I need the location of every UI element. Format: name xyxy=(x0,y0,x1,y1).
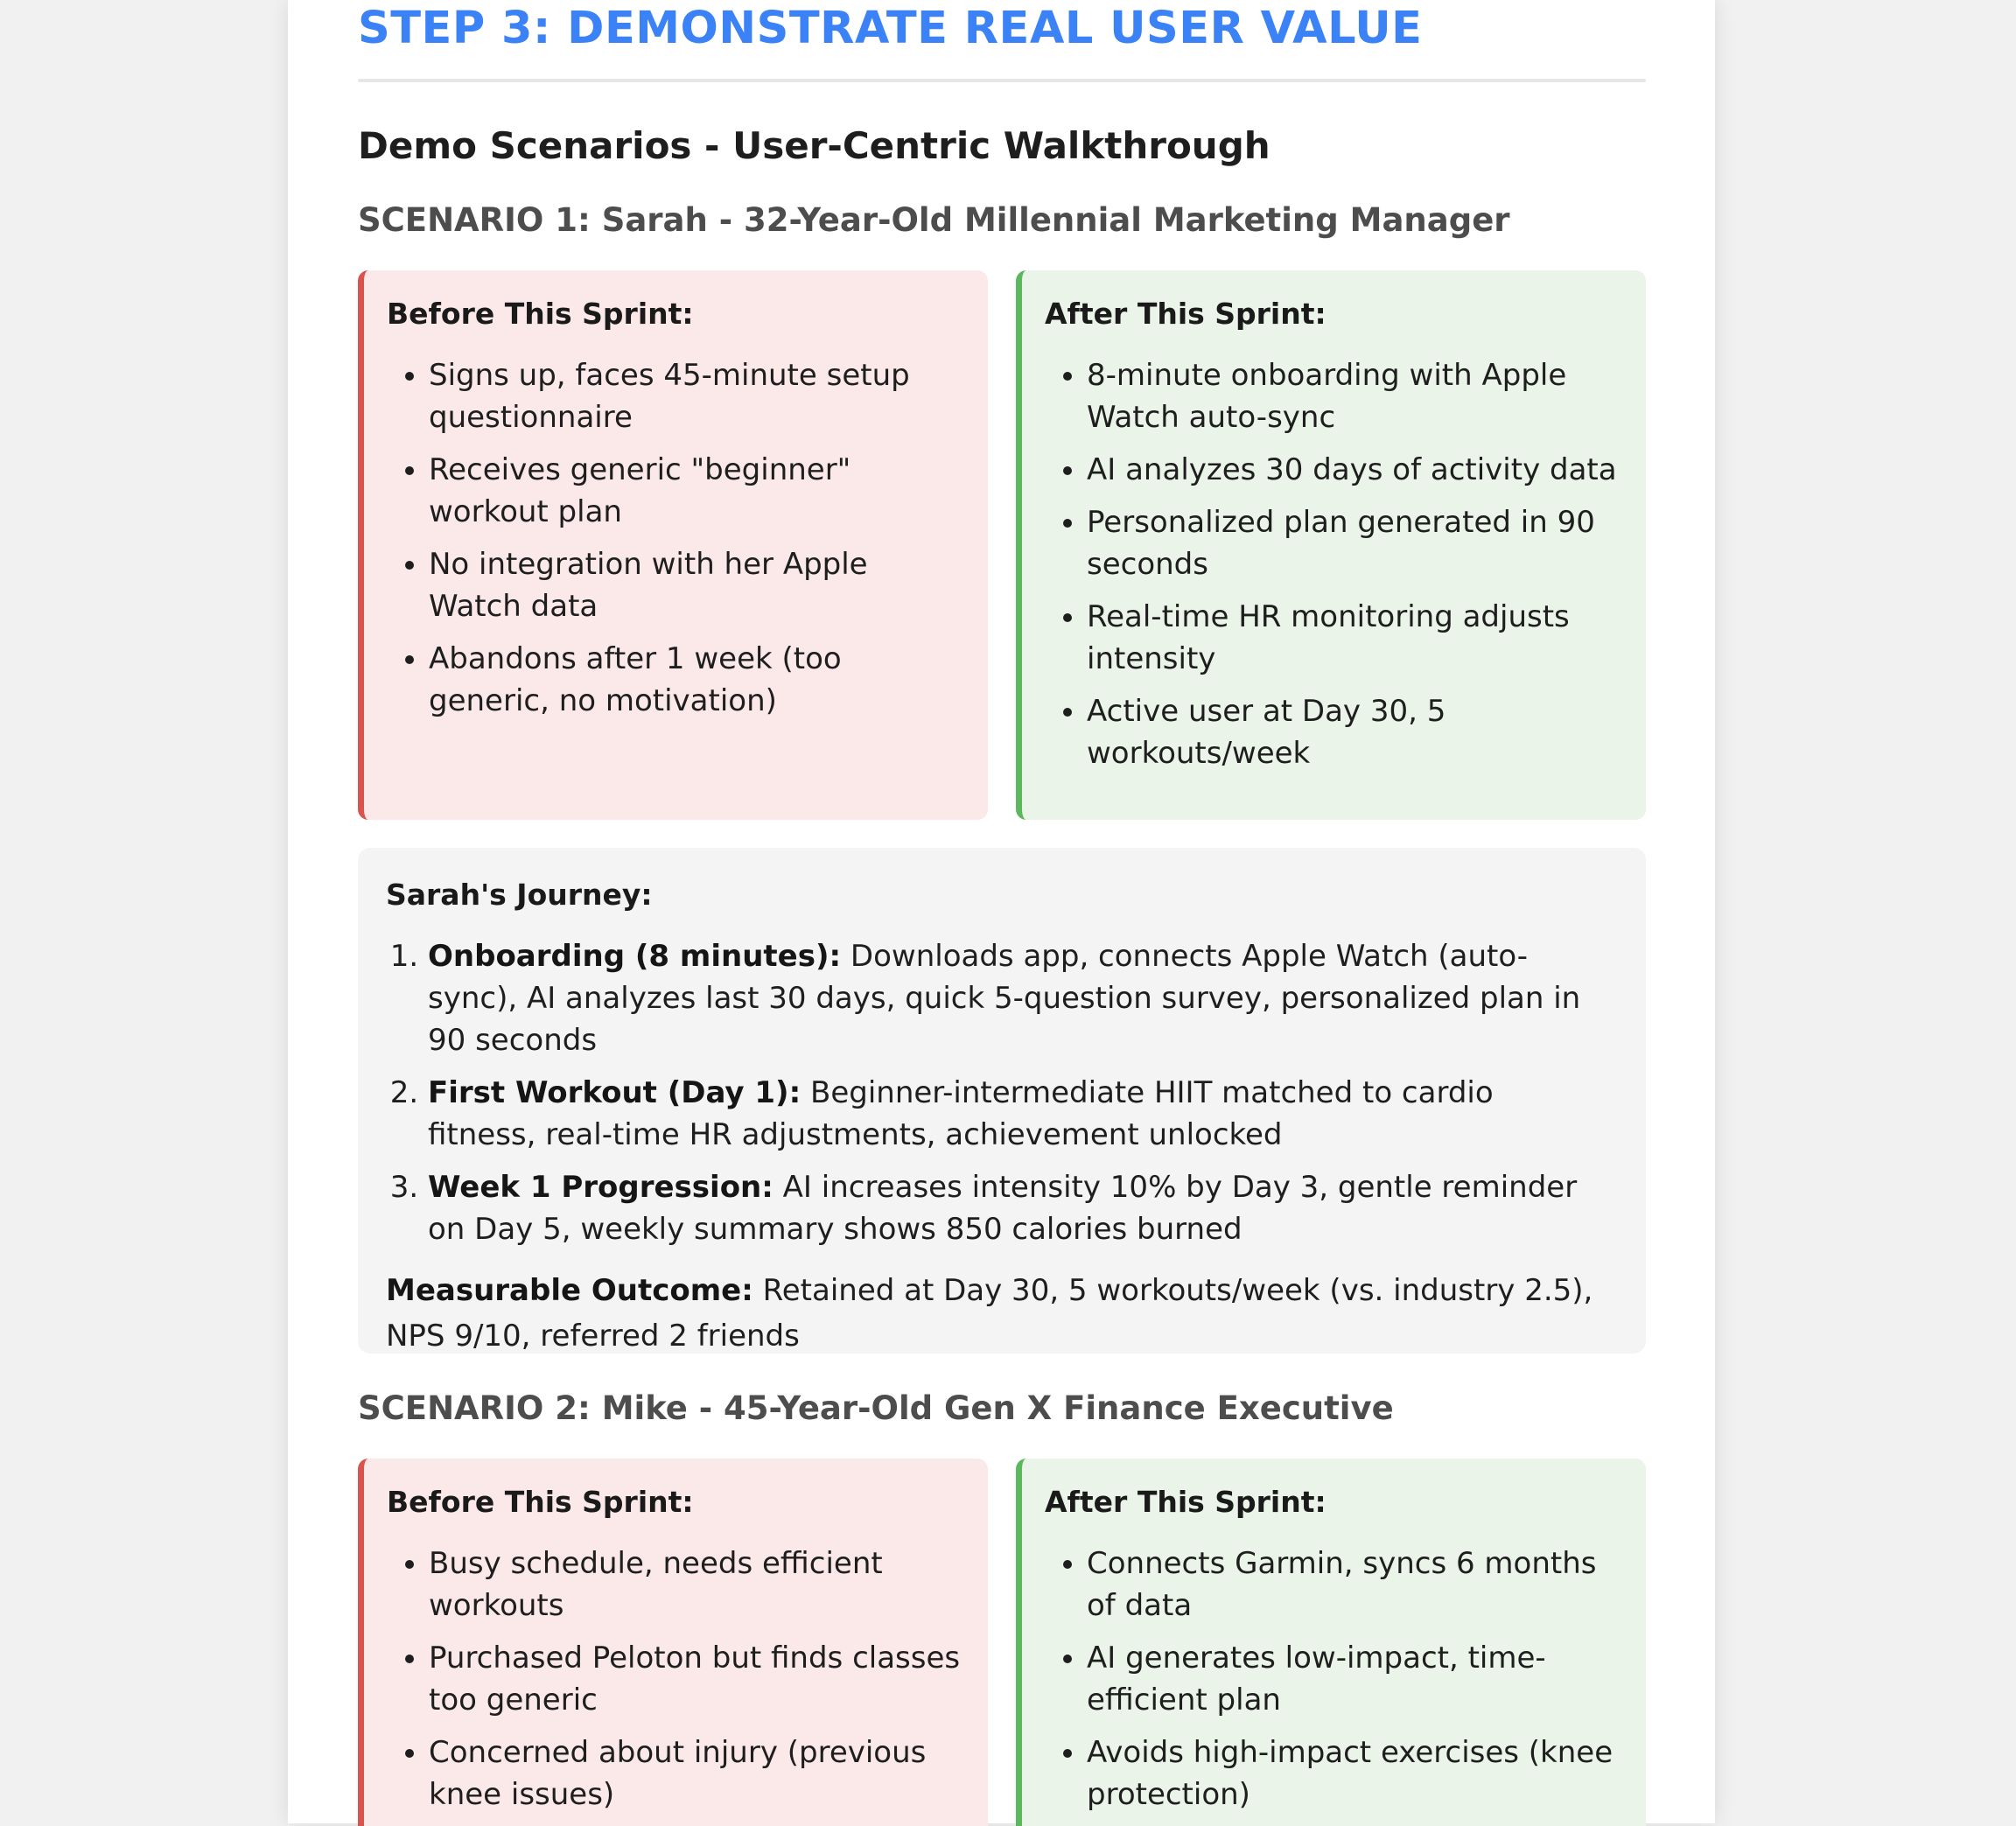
list-item: • Concerned about injury (previous knee issues) xyxy=(429,1732,962,1816)
list-item: • Busy schedule, needs efficient workouts xyxy=(429,1543,962,1627)
journey-step-text: AI increases intensity 10% by Day 3, gentle reminder on Day 5, weekly summary shows 850 calories burned xyxy=(428,1170,1578,1247)
journey-step xyxy=(428,935,1604,1061)
measurable-outcome xyxy=(386,1268,1604,1359)
sarah-journey-card xyxy=(358,848,1646,1354)
list-item: • AI analyzes 30 days of activity data xyxy=(1087,449,1620,491)
list-item: • Active user at Day 30, 5 workouts/week xyxy=(1087,690,1620,774)
outcome-label: Measurable Outcome: xyxy=(386,1273,753,1308)
document-page xyxy=(288,0,1715,1823)
list-item: • AI generates low-impact, time-efficient plan xyxy=(1087,1637,1620,1721)
journey-step-label: Onboarding (8 minutes): xyxy=(428,939,842,974)
scenario-2-title: SCENARIO 2: Mike - 45-Year-Old Gen X Finance Executive xyxy=(358,1389,1394,1427)
scenario-2-after-card xyxy=(1016,1459,1646,1826)
journey-step-text: Downloads app, connects Apple Watch (auto-sync), AI analyzes last 30 days, quick 5-question survey, personalized plan in 90 seconds xyxy=(428,939,1581,1058)
document-content xyxy=(358,0,1646,1826)
journey-steps xyxy=(386,935,1604,1250)
journey-step-label: Week 1 Progression: xyxy=(428,1170,774,1205)
before-card-title: Before This Sprint: xyxy=(387,1485,694,1519)
journey-step xyxy=(428,1166,1604,1250)
after-list xyxy=(1045,354,1620,774)
before-list xyxy=(387,354,962,722)
before-card-title: Before This Sprint: xyxy=(387,297,694,331)
scenario-2-before-card xyxy=(358,1459,988,1826)
after-list xyxy=(1045,1543,1620,1816)
list-item: • Receives generic "beginner" workout plan xyxy=(429,449,962,533)
step-title: STEP 3: DEMONSTRATE REAL USER VALUE xyxy=(358,3,1423,54)
scenario-2-comparison xyxy=(358,1459,1646,1826)
list-item: • Signs up, faces 45-minute setup questionnaire xyxy=(429,354,962,438)
list-item: • Purchased Peloton but finds classes too generic xyxy=(429,1637,962,1721)
journey-step xyxy=(428,1072,1604,1156)
journey-step-label: First Workout (Day 1): xyxy=(428,1075,802,1110)
scenario-1-before-card xyxy=(358,270,988,820)
scenario-1-title: SCENARIO 1: Sarah - 32-Year-Old Millennial Marketing Manager xyxy=(358,201,1510,239)
list-item: • Connects Garmin, syncs 6 months of data xyxy=(1087,1543,1620,1627)
list-item: • 8-minute onboarding with Apple Watch auto-sync xyxy=(1087,354,1620,438)
section-title: Demo Scenarios - User-Centric Walkthrough xyxy=(358,124,1270,167)
list-item: • Abandons after 1 week (too generic, no motivation) xyxy=(429,638,962,722)
scenario-1-after-card xyxy=(1016,270,1646,820)
list-item: • Personalized plan generated in 90 seconds xyxy=(1087,501,1620,585)
scenario-1-comparison xyxy=(358,270,1646,820)
list-item: • Real-time HR monitoring adjusts intensity xyxy=(1087,596,1620,680)
journey-title: Sarah's Journey: xyxy=(386,878,653,912)
after-card-title: After This Sprint: xyxy=(1045,1485,1326,1519)
before-list xyxy=(387,1543,962,1816)
journey-step-text: Beginner-intermediate HIIT matched to cardio fitness, real-time HR adjustments, achievement unlocked xyxy=(428,1075,1494,1152)
list-item: • Avoids high-impact exercises (knee protection) xyxy=(1087,1732,1620,1816)
after-card-title: After This Sprint: xyxy=(1045,297,1326,331)
outcome-text: Retained at Day 30, 5 workouts/week (vs. industry 2.5), NPS 9/10, referred 2 friends xyxy=(386,1273,1593,1354)
list-item: • No integration with her Apple Watch data xyxy=(429,543,962,627)
